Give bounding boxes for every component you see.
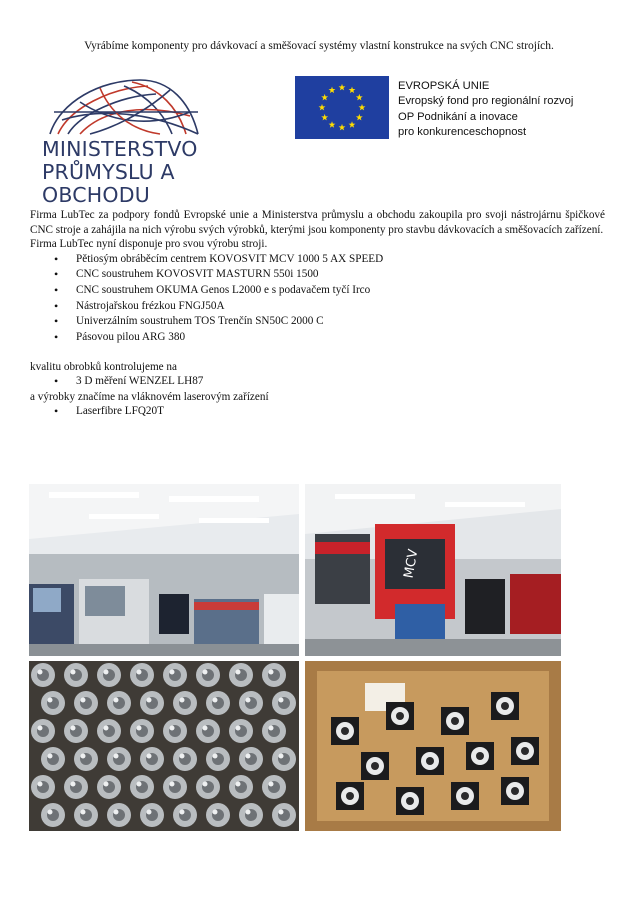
marking-intro: a výrobky značíme na vláknovém laserovým zařízení <box>30 390 269 403</box>
list-item: • CNC soustruhem OKUMA Genos L2000 e s podavačem tyčí Irco <box>54 283 605 299</box>
eu-line-4: pro konkurenceschopnost <box>398 125 527 138</box>
quality-intro: kvalitu obrobků kontrolujeme na <box>30 360 177 373</box>
list-item: • Laserfibre LFQ20T <box>54 404 605 420</box>
eu-line-2: Evropský fond pro regionální rozvoj <box>398 95 574 108</box>
ministry-logo <box>40 72 280 207</box>
list-item: • Univerzálním soustruhem TOS Trenčín SN50C 2000 C <box>54 314 605 330</box>
paragraph-2: Firma LubTec nyní disponuje pro svou výrobu stroji. <box>30 238 268 250</box>
list-item: • 3 D měření WENZEL LH87 <box>54 374 605 390</box>
eu-star-icon <box>321 114 328 121</box>
machine-list <box>54 252 605 346</box>
ministry-line-1: MINISTERSTVO <box>42 137 198 161</box>
eu-star-icon <box>329 87 336 94</box>
list-item: • Nástrojařskou frézkou FNGJ50A <box>54 299 605 315</box>
eu-line-3: OP Podnikání a inovace <box>398 110 518 123</box>
eu-star-icon <box>359 104 366 111</box>
eu-star-icon <box>321 94 328 101</box>
list-item: • CNC soustruhem KOVOSVIT MASTURN 550i 1500 <box>54 267 605 283</box>
intro-line: Vyrábíme komponenty pro dávkovací a směšovací systémy vlastní konstrukce na svých CNC strojích. <box>84 40 554 52</box>
eu-line-1: EVROPSKÁ UNIE <box>398 80 490 92</box>
quality-list <box>54 374 605 390</box>
machined-parts-photo <box>29 661 299 831</box>
eu-star-icon <box>356 114 363 121</box>
components-box-photo <box>305 661 561 831</box>
marking-list <box>54 404 605 420</box>
eu-star-icon <box>349 87 356 94</box>
list-item: • Pětiosým obráběcím centrem KOVOSVIT MCV 1000 5 AX SPEED <box>54 252 605 268</box>
body-text <box>30 208 605 420</box>
eu-star-icon <box>319 104 326 111</box>
eu-flag-icon <box>295 76 389 139</box>
cnc-machine-photo <box>305 484 561 656</box>
eu-text-block <box>398 79 573 140</box>
ministry-line-2: PRŮMYSLU A OBCHODU <box>42 160 175 207</box>
svg-text:MCV: MCV <box>401 548 422 580</box>
list-item: • Pásovou pilou ARG 380 <box>54 330 605 346</box>
globe-logo-icon <box>40 72 280 142</box>
eu-star-icon <box>339 84 346 91</box>
eu-star-icon <box>349 121 356 128</box>
eu-star-icon <box>329 121 336 128</box>
workshop-photo <box>29 484 299 656</box>
eu-star-icon <box>339 124 346 131</box>
paragraph-1: Firma LubTec za podpory fondů Evropské unie a Ministerstva průmyslu a obchodu zakoupila pro svoji nástrojárnu špičkové CNC stroje a zahájila na nich výrobu svých výrobků, kterými jsou komponenty pro stavbu dávkovacích a směšovacích zařízení. <box>30 209 605 236</box>
eu-star-icon <box>356 94 363 101</box>
